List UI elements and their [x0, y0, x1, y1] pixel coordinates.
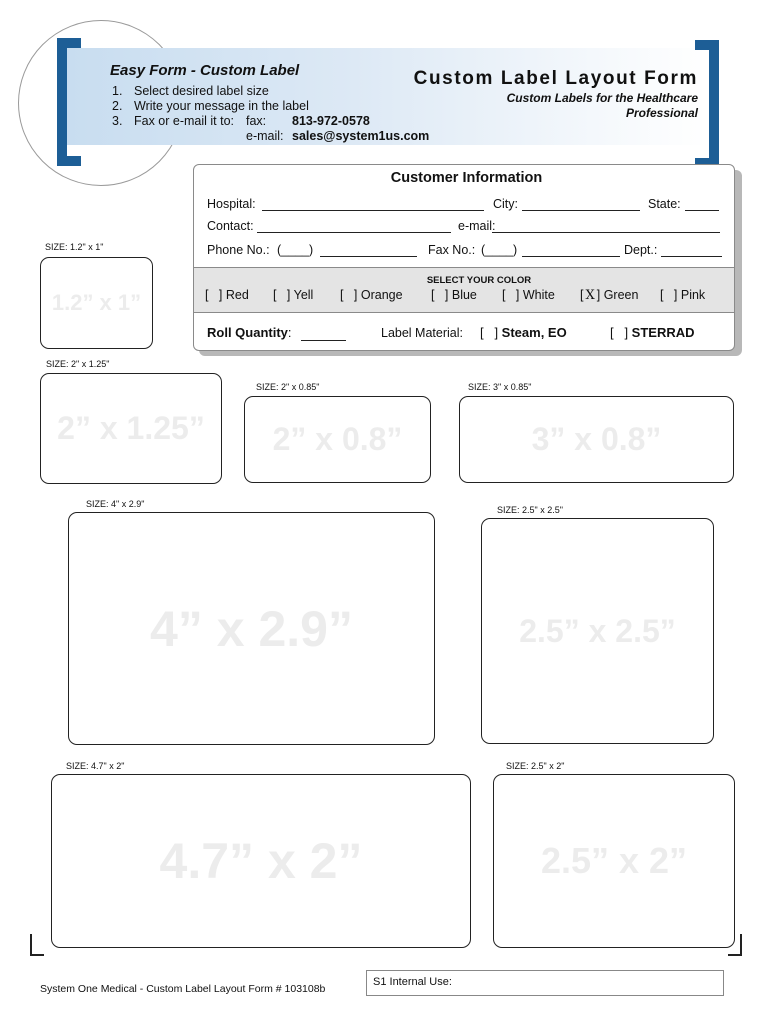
select-color-heading: SELECT YOUR COLOR	[426, 275, 532, 286]
crop-mark-right	[728, 934, 742, 956]
label-box-2-5x2-5[interactable]	[481, 518, 714, 744]
email-field-label: e-mail:	[458, 219, 496, 233]
dept-label: Dept.:	[624, 243, 658, 257]
step-1-text: Select desired label size	[134, 84, 269, 98]
label-size-watermark: 2” x 1.25”	[57, 410, 205, 446]
state-label: State:	[648, 197, 681, 211]
color-name-red: Red	[225, 288, 249, 302]
footer-form-id: System One Medical - Custom Label Layout Form # 103108b	[40, 983, 326, 995]
color-name-yellow: Yell	[293, 288, 314, 302]
color-option-yellow[interactable]: [ ] Yell	[273, 288, 314, 302]
color-name-orange: Orange	[360, 288, 403, 302]
form-title: Custom Label Layout Form	[413, 68, 698, 89]
fax-label: fax:	[246, 114, 267, 128]
contact-field[interactable]	[257, 232, 451, 233]
color-name-blue: Blue	[451, 288, 477, 302]
label-size-caption: SIZE: 2.5" x 2"	[506, 761, 565, 771]
step-1-number: 1.	[112, 84, 123, 98]
step-2-text: Write your message in the label	[134, 99, 309, 113]
phone-label: Phone No.:	[207, 243, 270, 257]
fax-number: 813-972-0578	[292, 114, 370, 128]
label-box-4x2-9[interactable]	[68, 512, 435, 745]
label-box-1-2x1[interactable]	[40, 257, 153, 349]
step-3-text: Fax or e-mail it to:	[134, 114, 235, 128]
material-option-sterrad[interactable]: [ ] STERRAD	[610, 325, 695, 340]
label-box-2x0-85[interactable]	[244, 396, 431, 483]
label-size-watermark: 2” x 0.8”	[272, 421, 403, 457]
color-name-pink: Pink	[680, 288, 706, 302]
internal-use-label: S1 Internal Use:	[373, 976, 452, 988]
email-address[interactable]: sales@system1us.com	[292, 129, 430, 143]
color-option-white[interactable]: [ ] White	[502, 288, 555, 302]
label-size-watermark: 3” x 0.8”	[531, 421, 662, 457]
label-size-watermark: 2.5” x 2”	[540, 840, 688, 881]
email-label: e-mail:	[246, 129, 284, 143]
label-size-caption: SIZE: 2" x 0.85"	[256, 382, 320, 392]
phone-area-code[interactable]: (____)	[277, 243, 314, 257]
color-selection-band	[194, 267, 734, 313]
city-field[interactable]	[522, 210, 640, 211]
color-name-white: White	[522, 288, 555, 302]
color-name-green: Green	[603, 288, 639, 302]
label-size-caption: SIZE: 3" x 0.85"	[468, 382, 532, 392]
color-option-pink[interactable]: [ ] Pink	[660, 288, 706, 302]
label-box-2x1-25[interactable]	[40, 373, 222, 484]
label-box-4-7x2[interactable]	[51, 774, 471, 948]
step-3-number: 3.	[112, 114, 123, 128]
label-size-watermark: 2.5” x 2.5”	[519, 612, 676, 649]
customer-email-field[interactable]	[492, 232, 720, 233]
state-field[interactable]	[685, 210, 719, 211]
label-size-watermark: 4” x 2.9”	[150, 600, 353, 657]
easy-form-title: Easy Form - Custom Label	[110, 62, 300, 79]
label-size-caption: SIZE: 2" x 1.25"	[46, 359, 110, 369]
label-box-2-5x2[interactable]	[493, 774, 735, 948]
left-bracket-decoration	[57, 38, 81, 166]
label-size-caption: SIZE: 4" x 2.9"	[86, 499, 145, 509]
label-size-caption: SIZE: 1.2" x 1"	[45, 242, 104, 252]
contact-label: Contact:	[207, 219, 254, 233]
label-material-label: Label Material:	[381, 326, 463, 340]
fax-field[interactable]	[522, 256, 620, 257]
right-bracket-decoration	[695, 40, 719, 168]
customer-info-title: Customer Information	[390, 170, 543, 186]
form-subtitle: Custom Labels for the Healthcare Professional	[506, 91, 698, 120]
fax-field-label: Fax No.:	[428, 243, 476, 257]
color-option-red[interactable]: [ ] Red	[205, 288, 249, 302]
color-option-orange[interactable]: [ ] Orange	[340, 288, 403, 302]
city-label: City:	[493, 197, 518, 211]
color-mark-green: X	[585, 288, 595, 303]
color-option-green[interactable]: [ X ] Green	[580, 288, 639, 303]
label-size-watermark: 1.2” x 1”	[51, 290, 142, 315]
fax-area-code[interactable]: (____)	[481, 243, 518, 257]
internal-use-box[interactable]	[366, 970, 724, 996]
hospital-field[interactable]	[262, 210, 484, 211]
roll-quantity-label: Roll Quantity:	[207, 325, 292, 340]
material-option-steam[interactable]: [ ] Steam, EO	[480, 325, 567, 340]
hospital-label: Hospital:	[207, 197, 256, 211]
step-2-number: 2.	[112, 99, 123, 113]
label-size-caption: SIZE: 2.5" x 2.5"	[497, 505, 563, 515]
phone-field[interactable]	[320, 256, 417, 257]
crop-mark-left	[30, 934, 44, 956]
label-size-watermark: 4.7” x 2”	[159, 833, 363, 889]
roll-quantity-field[interactable]	[301, 340, 346, 341]
label-box-3x0-85[interactable]	[459, 396, 734, 483]
customer-info-panel	[193, 164, 735, 351]
color-option-blue[interactable]: [ ] Blue	[431, 288, 477, 302]
dept-field[interactable]	[661, 256, 722, 257]
label-size-caption: SIZE: 4.7" x 2"	[66, 761, 125, 771]
